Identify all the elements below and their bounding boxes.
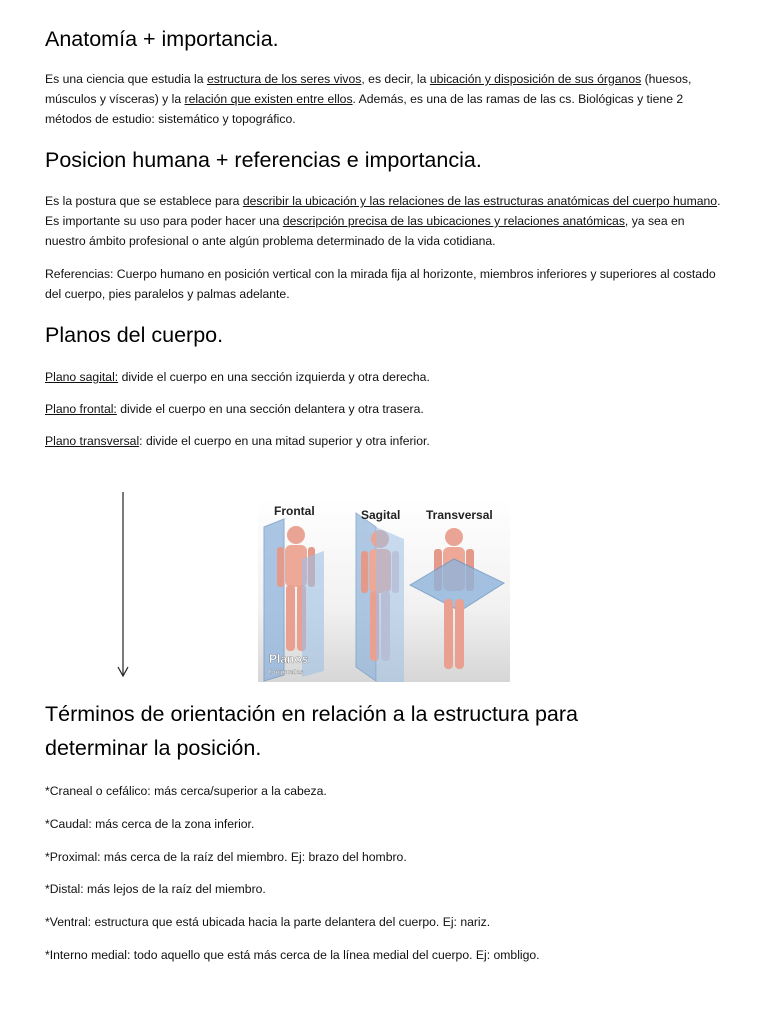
down-arrow-icon <box>113 490 133 680</box>
caption-corporales: Corporales <box>269 669 304 676</box>
text-run: , es decir, la <box>361 72 430 86</box>
underlined-text: describir la ubicación y las relaciones de las estructuras anatómicas del cuerpo humano <box>242 194 718 208</box>
underlined-text: ubicación y disposición de sus órganos <box>429 72 642 86</box>
text-run: , ya sea en nuestro ámbito profesional o ante algún problema determinado de la vida cotidiana. <box>45 214 685 248</box>
text-run: Es la postura que se establece para <box>45 194 243 208</box>
underlined-text: relación que existen entre ellos <box>184 92 353 106</box>
plano-item <box>45 431 430 451</box>
plano-text: : divide el cuerpo en una mitad superior y otra inferior. <box>139 434 430 448</box>
paragraph-referencias: Referencias: Cuerpo humano en posición vertical con la mirada fija al horizonte, miembros inferiores y superiores al costado del cuerpo, pies paralelos y palmas adelante. <box>45 267 716 301</box>
term-item: *Ventral: estructura que está ubicada hacia la parte delantera del cuerpo. Ej: nariz. <box>45 915 491 929</box>
heading-posicion: Posicion humana + referencias e importancia. <box>45 148 482 172</box>
paragraph-anatomia <box>45 69 725 129</box>
plano-item <box>45 367 430 387</box>
term-item: *Proximal: más cerca de la raíz del miembro. Ej: brazo del hombro. <box>45 850 407 864</box>
caption-planos: Planos <box>269 652 309 666</box>
body-planes-figure <box>258 499 510 682</box>
plano-label: Plano transversal <box>45 434 140 448</box>
term-item: *Distal: más lejos de la raíz del miembro. <box>45 882 266 896</box>
plano-text: divide el cuerpo en una sección izquierda y otra derecha. <box>118 370 430 384</box>
heading-anatomia: Anatomía + importancia. <box>45 27 279 51</box>
heading-terminos: Términos de orientación en relación a la estructura para determinar la posición. <box>45 702 579 760</box>
label-frontal: Frontal <box>274 504 315 518</box>
underlined-text: descripción precisa de las ubicaciones y relaciones anatómicas <box>282 214 625 228</box>
label-transversal: Transversal <box>426 508 493 522</box>
text-run: Es una ciencia que estudia la <box>45 72 207 86</box>
paragraph-posicion <box>45 191 725 251</box>
term-item: *Craneal o cefálico: más cerca/superior a la cabeza. <box>45 784 327 798</box>
plano-label: Plano sagital: <box>45 370 119 384</box>
plano-text: divide el cuerpo en una sección delantera y otra trasera. <box>116 402 424 416</box>
sagital-body-figure <box>356 513 404 682</box>
label-sagital: Sagital <box>361 508 401 522</box>
text-run: . Es importante su uso para poder hacer una <box>45 194 721 228</box>
plano-item <box>45 399 424 419</box>
text-run: . Además, es una de las ramas de las cs. Biológicas y tiene 2 métodos de estudio: sistemático y topográfico. <box>45 92 684 126</box>
plano-label: Plano frontal: <box>45 402 117 416</box>
term-item: *Interno medial: todo aquello que está más cerca de la línea medial del cuerpo. Ej: ombligo. <box>45 948 540 962</box>
heading-planos: Planos del cuerpo. <box>45 323 224 347</box>
underlined-text: estructura de los seres vivos <box>206 72 362 86</box>
term-item: *Caudal: más cerca de la zona inferior. <box>45 817 255 831</box>
text-run: (huesos, músculos y vísceras) y la <box>45 72 692 106</box>
